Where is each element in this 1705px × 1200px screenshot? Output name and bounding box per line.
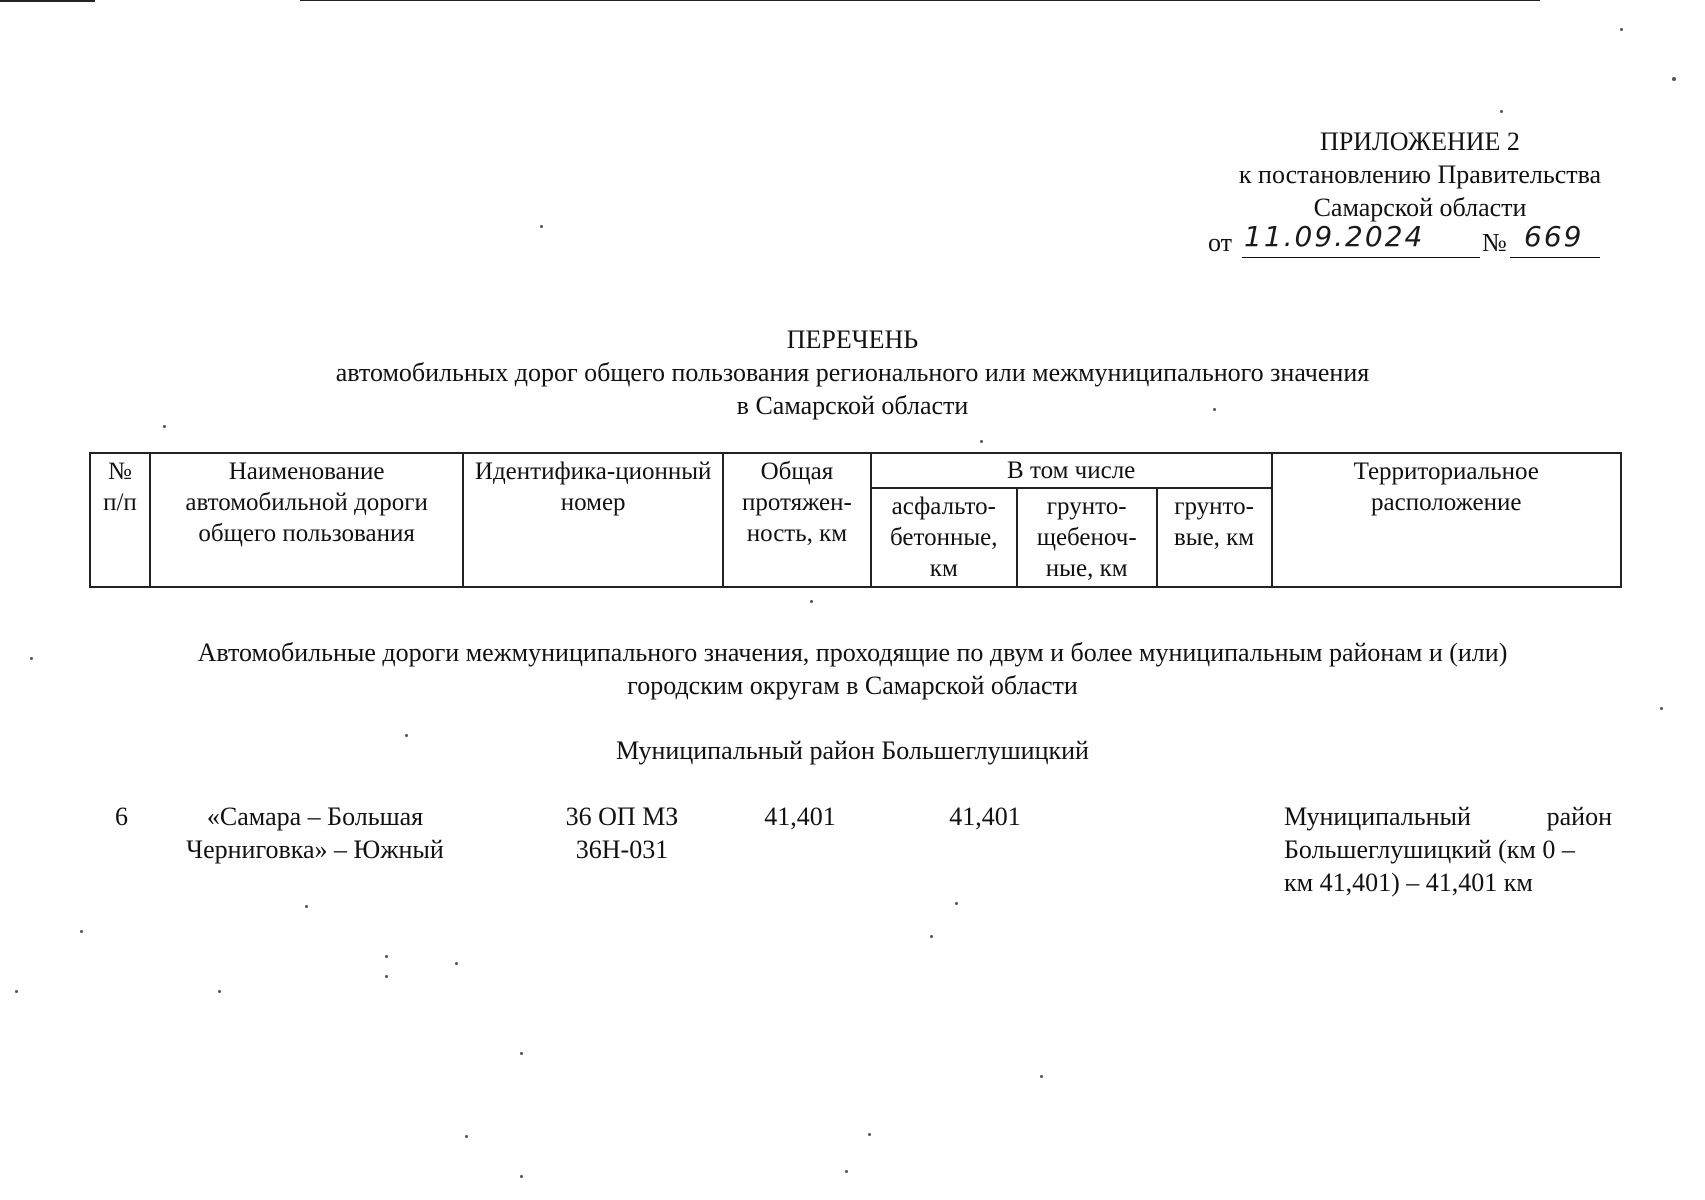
scan-speck xyxy=(80,930,83,933)
document-subtitle-line1: автомобильных дорог общего пользования регионального или межмуниципального значения xyxy=(335,358,1370,387)
appendix-title: ПРИЛОЖЕНИЕ 2 xyxy=(1320,127,1520,156)
scan-speck xyxy=(15,990,18,993)
scan-speck xyxy=(980,440,983,443)
scan-speck xyxy=(520,1175,523,1178)
road-asphalt-length: 41,401 xyxy=(949,802,1021,831)
roads-table-header xyxy=(89,452,1622,588)
date-underline xyxy=(1242,257,1480,258)
scan-speck xyxy=(810,600,813,603)
col-header-group: В том числе xyxy=(871,453,1272,488)
appendix-block xyxy=(1160,125,1680,260)
section-title-line1: Автомобильные дороги межмуниципального значения, проходящие по двум и более муниципальным районам и (или) xyxy=(197,638,1508,667)
district-title: Муниципальный район Большеглушицкий xyxy=(616,736,1089,765)
road-total-length: 41,401 xyxy=(764,802,836,831)
handwritten-date: 11.09.2024 xyxy=(1244,220,1425,253)
number-prefix: № xyxy=(1482,228,1507,257)
road-territory-word1: Муниципальный xyxy=(1284,802,1471,831)
col-header-asphalt: асфальто-бетонные, км xyxy=(871,488,1017,587)
road-name-line2: Черниговка» – Южный xyxy=(186,835,444,864)
col-header-name: Наименование автомобильной дороги общего пользования xyxy=(150,453,463,587)
road-territory-line1 xyxy=(1284,800,1612,833)
col-header-dirt: грунто-вые, км xyxy=(1157,488,1272,587)
document-title-block xyxy=(0,323,1705,422)
scan-speck xyxy=(455,962,458,965)
scan-speck xyxy=(845,1170,848,1173)
col-header-total: Общая протяжен-ность, км xyxy=(723,453,871,587)
road-ident-line1: 36 ОП МЗ xyxy=(565,802,679,831)
date-prefix: от xyxy=(1208,228,1233,257)
document-title: ПЕРЕЧЕНЬ xyxy=(786,325,919,354)
scan-speck xyxy=(1213,408,1216,411)
col-header-gravel: грунто-щебеноч-ные, км xyxy=(1017,488,1157,587)
road-territory xyxy=(1284,800,1612,899)
handwritten-number: 669 xyxy=(1524,220,1584,253)
col-header-territory: Территориальное расположение xyxy=(1272,453,1621,587)
appendix-line1: к постановлению Правительства xyxy=(1238,160,1602,189)
scan-speck xyxy=(1660,707,1663,710)
scan-speck xyxy=(1620,28,1623,31)
road-name-line1: «Самара – Большая xyxy=(206,802,424,831)
scan-speck xyxy=(385,955,388,958)
number-underline xyxy=(1510,257,1600,258)
road-ident xyxy=(522,800,722,866)
col-header-ident: Идентифика-ционный номер xyxy=(463,453,723,587)
scan-speck xyxy=(540,225,543,228)
scan-speck xyxy=(465,1135,468,1138)
scan-speck xyxy=(305,905,308,908)
scan-speck xyxy=(520,1052,523,1055)
scan-speck xyxy=(405,734,408,737)
scan-speck xyxy=(955,902,958,905)
road-territory-line2: Большеглушицкий (км 0 – xyxy=(1284,835,1575,864)
scan-edge-line xyxy=(300,0,1540,1)
row-number: 6 xyxy=(115,802,128,831)
document-subtitle-line2: в Самарской области xyxy=(736,391,969,420)
scan-speck xyxy=(1672,77,1676,81)
scan-speck xyxy=(218,990,221,993)
scan-speck xyxy=(385,975,388,978)
scan-speck xyxy=(930,935,933,938)
scan-speck xyxy=(30,657,33,660)
decree-line xyxy=(1160,220,1680,260)
section-title-line2: городским округам в Самарской области xyxy=(627,671,1078,700)
scan-speck xyxy=(868,1133,871,1136)
scan-speck xyxy=(163,425,166,428)
appendix-line2: Самарской области xyxy=(1313,193,1527,222)
section-title xyxy=(0,636,1705,702)
road-name xyxy=(150,800,480,866)
road-ident-line2: 36Н-031 xyxy=(575,835,669,864)
road-territory-line3: км 41,401) – 41,401 км xyxy=(1284,868,1533,897)
scan-edge-line xyxy=(0,0,95,2)
road-territory-word2: район xyxy=(1546,802,1612,831)
scan-speck xyxy=(1500,110,1503,113)
scan-speck xyxy=(1040,1075,1043,1078)
col-header-num: № п/п xyxy=(90,453,150,587)
